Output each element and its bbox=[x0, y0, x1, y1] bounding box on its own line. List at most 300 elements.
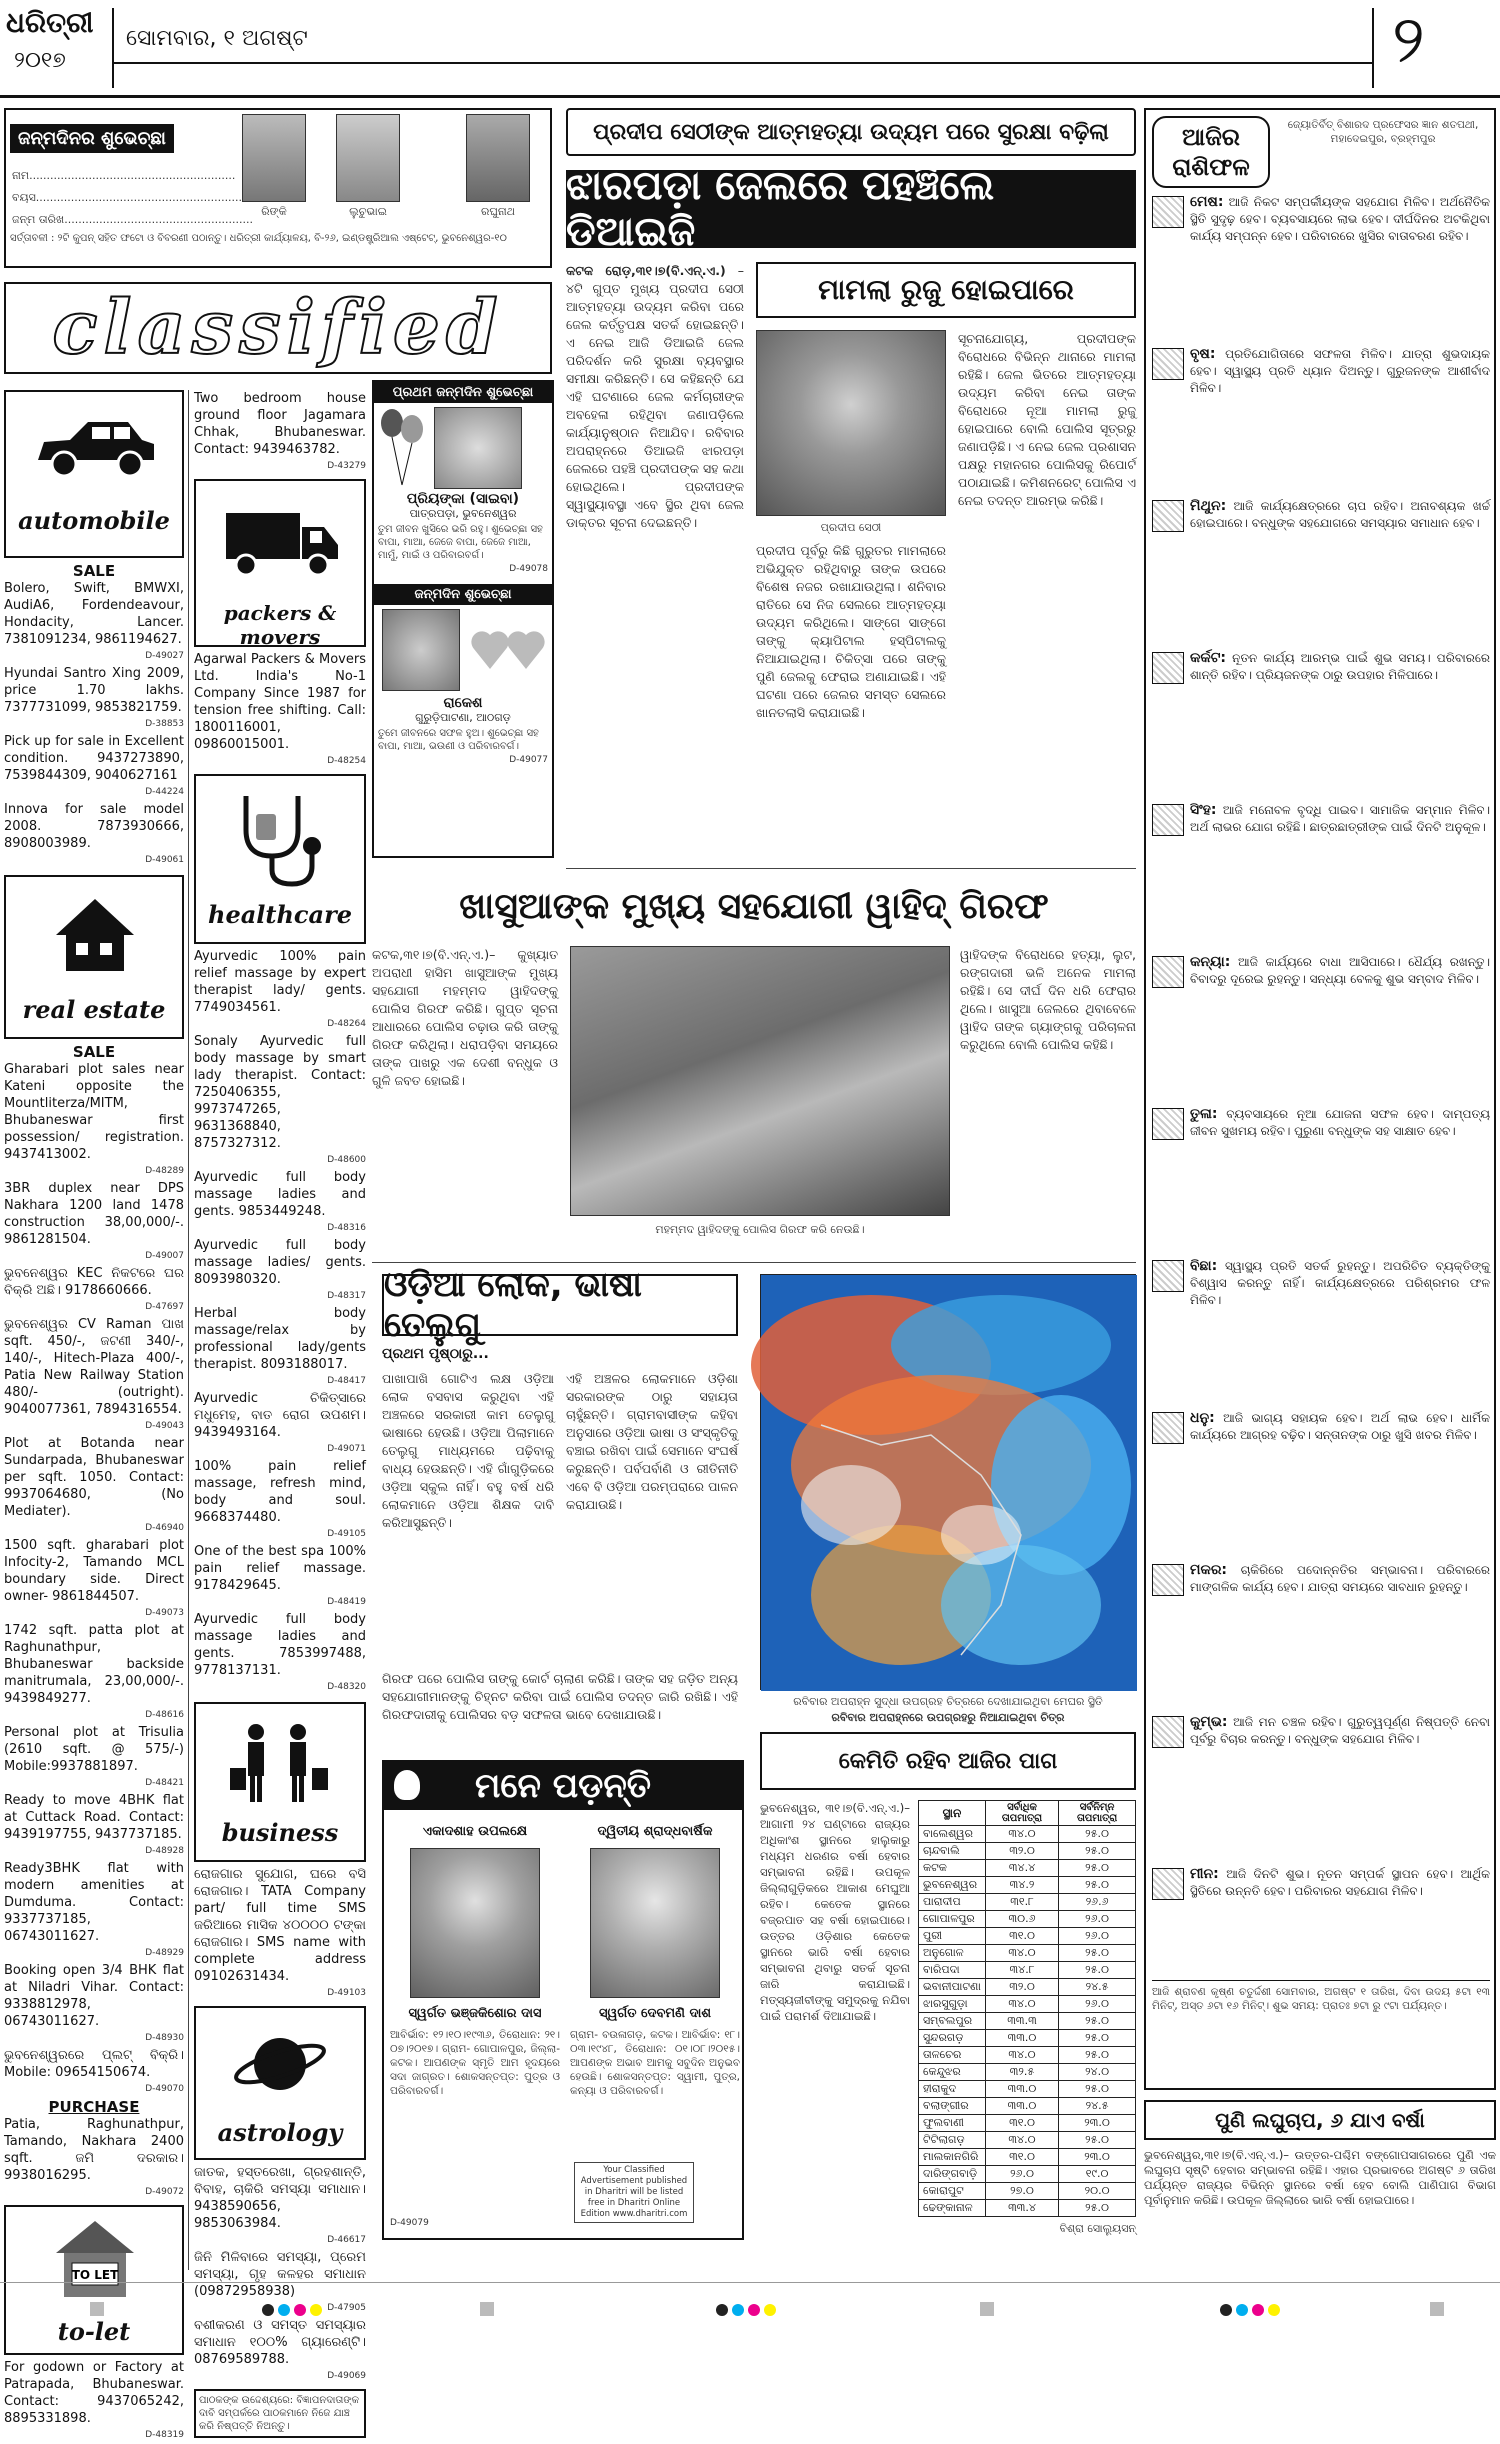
category-packers-movers bbox=[194, 479, 366, 647]
color-dots bbox=[1220, 2302, 1284, 2318]
registration-mark bbox=[980, 2302, 994, 2316]
horoscope-sign-text: ସ୍ୱାସ୍ଥ୍ୟ ପ୍ରତି ସତର୍କ ରୁହନ୍ତୁ। ଅପରିଚିତ ବ୍ୟକ୍ତିଙ୍କୁ ବିଶ୍ୱାସ କରନ୍ତୁ ନାହିଁ। କାର୍ଯ୍ୟକ୍ଷେତ୍ରରେ ପରିଶ୍ରମର ଫଳ ମିଳିବ। bbox=[1190, 1259, 1490, 1307]
horoscope-sign-text: ଚାକିରିରେ ପଦୋନ୍ନତିର ସମ୍ଭାବନା। ପରିବାରରେ ମାଙ୍ଗଳିକ କାର୍ଯ୍ୟ ହେବ। ଯାତ୍ରା ସମୟରେ ସାବଧାନ ରୁହନ୍ତୁ। bbox=[1190, 1563, 1490, 1594]
classified-ad: Sonaly Ayurvedic full body massage by smart lady therapist. Contact: 7250406355, 9973747265, 9631368840, 8757327312. D-48600 bbox=[194, 1034, 366, 1165]
issue-date: ସୋମବାର, ୧ ଅଗଷ୍ଟ bbox=[126, 26, 308, 51]
weather-min: ୨୫.୦ bbox=[1059, 2030, 1136, 2047]
classified-column-2 bbox=[194, 390, 366, 2438]
memorial-left-title: ଏକାଦଶାହ ଉପଲକ୍ଷେ bbox=[422, 1824, 528, 1839]
weather-min: ୨୫.୦ bbox=[1059, 2132, 1136, 2149]
taurus-icon bbox=[1152, 348, 1184, 380]
child-photo-rakesh bbox=[382, 609, 460, 691]
weather-place: ସୁନ୍ଦରଗଡ଼ bbox=[919, 2030, 986, 2047]
third-subhead: ପ୍ରଥମ ପୃଷ୍ଠାରୁ... bbox=[382, 1346, 489, 1362]
second-body-3: ଗିରଫ ପରେ ପୋଲିସ ତାଙ୍କୁ କୋର୍ଟ ଚାଲାଣ କରିଛି। ତାଙ୍କ ସହ ଜଡ଼ିତ ଅନ୍ୟ ସହଯୋଗୀମାନଙ୍କୁ ଚିହ୍ନଟ କରିବା ପାଇଁ ପୋଲିସ ତଦନ୍ତ ଜାରି ରଖିଛି। ଏହି ଗିରଫଦାରୀକୁ ପୋଲିସର ବଡ଼ ସଫଳତା ଭାବେ ଦେଖାଯାଉଛି। bbox=[382, 1671, 738, 1722]
weather-body bbox=[760, 1800, 910, 2240]
classified-ad: ରୋଜଗାର ସୁଯୋଗ, ଘରେ ବସି ରୋଜଗାର। TATA Company part/ full time SMS ଜରିଆରେ ମାସିକ ୪୦୦୦୦ ଟଙ୍କା ରୋଜଗାର। SMS name with complete address 09102631434. D-49103 bbox=[194, 1867, 366, 1998]
horoscope-sign-name: ମିଥୁନ: bbox=[1190, 498, 1227, 514]
horoscope-astrologer: ଜ୍ୟୋତିର୍ବିତ୍ ବିଶାରଦ ପ୍ରଫେସର ଜ୍ଞାନ ଶତପଥୀ, ମହାଦେଇପୁର, ବ୍ରହ୍ମପୁର bbox=[1287, 119, 1479, 145]
classified-column-1 bbox=[4, 390, 184, 2444]
weather-row bbox=[919, 2200, 1136, 2217]
weather-row bbox=[919, 2183, 1136, 2200]
weather-row bbox=[919, 2132, 1136, 2149]
classified-ad: ଭୁବନେଶ୍ୱର CV Raman ପାଖ sqft. 450/-, ଜଟଣୀ 340/-, 140/-, Hitech-Plaza 400/-, Patia New Railway Station 480/- (outright). 9040077361, 7894316554. D-49043 bbox=[4, 1317, 184, 1431]
memorial-code: D-49079 bbox=[390, 2218, 429, 2228]
horoscope-entry bbox=[1152, 650, 1490, 798]
classified-ad: ଜାତକ, ହସ୍ତରେଖା, ଗ୍ରହଶାନ୍ତି, ବିବାହ, ଚାକିରି ସମସ୍ୟା ସମାଧାନ। 9438590656, 9853063984. D-46617 bbox=[194, 2165, 366, 2245]
classified-ad: 3BR duplex near DPS Nakhara 1200 land 1478 construction 38,00,000/-. 9861281504. D-49007 bbox=[4, 1181, 184, 1261]
wahid-arrest-photo bbox=[570, 946, 950, 1216]
birthday-ad-place: ପାତ୍ରପଡ଼ା, ଭୁବନେଶ୍ୱର bbox=[409, 507, 517, 520]
photo-caption-1: ରିଙ୍କି bbox=[261, 205, 287, 218]
online-listing-notice: Your Classified Advertisement published in Dharitri will be listed free in Dharitri Online Edition www.dharitri.com bbox=[574, 2162, 694, 2223]
weather-max: ୩୪.୦ bbox=[985, 1996, 1058, 2013]
registration-mark bbox=[1430, 2302, 1444, 2316]
weather-min: ୨୪.୫ bbox=[1059, 1979, 1136, 1996]
weather-max: ୩୨.୦ bbox=[985, 1843, 1058, 1860]
birthday-ad-text: ତୁମ ଜୀବନ ଖୁସିରେ ଭରି ରହୁ। ଶୁଭେଚ୍ଛା ସହ ବାପା, ମାଆ, ଜେଜେ ବାପା, ଜେଜେ ମାଆ, ମାମୁଁ, ମାଇଁ ଓ ପରିବାରବର୍ଗ। bbox=[378, 524, 543, 561]
leo-icon bbox=[1152, 804, 1184, 836]
memorial-right-title: ଦ୍ୱିତୀୟ ଶ୍ରାଦ୍ଧବାର୍ଷିକ bbox=[597, 1824, 713, 1839]
weather-row bbox=[919, 1911, 1136, 1928]
weather-min: ୧୯.୦ bbox=[1059, 2166, 1136, 2183]
classified-ad: Patia, Raghunathpur, Tamando, Nakhara 2400 sqft. ଜମି ଦରକାର। 9938016295. D-49072 bbox=[4, 2117, 184, 2197]
weather-max: ୩୦.୬ bbox=[985, 1911, 1058, 1928]
weather-place: ଚାନ୍ଦବାଲି bbox=[919, 1843, 986, 1860]
weather-place: କଟକ bbox=[919, 1860, 986, 1877]
weather-place: ହୀରାକୁଦ bbox=[919, 2081, 986, 2098]
horoscope-sign-text: ଆଜି କାର୍ଯ୍ୟରେ ବାଧା ଆସିପାରେ। ଧୈର୍ଯ୍ୟ ରଖନ୍ତୁ। ବିବାଦରୁ ଦୂରେଇ ରୁହନ୍ତୁ। ସନ୍ଧ୍ୟା ବେଳକୁ ଶୁଭ ସମ୍ବାଦ ମିଳିବ। bbox=[1190, 955, 1490, 986]
svg-text:TO LET: TO LET bbox=[71, 2268, 119, 2282]
house-icon bbox=[52, 895, 138, 975]
child-photo-2 bbox=[336, 114, 400, 202]
category-to-let bbox=[4, 2205, 184, 2355]
person-photo-3 bbox=[466, 114, 530, 202]
weather-place: ମାଲକାନଗିରି bbox=[919, 2149, 986, 2166]
horoscope-sign-name: ଧନୁ: bbox=[1190, 1410, 1215, 1426]
child-photo-1 bbox=[242, 114, 306, 202]
classified-ad: Hyundai Santro Xing 2009, price 1.70 lakhs. 7377731099, 9853821759. D-38853 bbox=[4, 666, 184, 729]
third-body-2: ଏହି ଅଞ୍ଚଳର ଲୋକମାନେ ଓଡ଼ିଶା ସରକାରଙ୍କ ଠାରୁ ସହାୟତା ଚାହୁଁଛନ୍ତି। ଗ୍ରାମବାସୀଙ୍କ କହିବା ଅନୁସାରେ ଓଡ଼ିଆ ଭାଷା ଓ ସଂସ୍କୃତିକୁ ବଞ୍ଚାଇ ରଖିବା ପାଇଁ ସେମାନେ ସଂଘର୍ଷ କରୁଛନ୍ତି। ପର୍ବପର୍ବାଣି ଓ ରୀତିନୀତି ଏବେ ବି ଓଡ଼ିଆ ପରମ୍ପରାରେ ପାଳନ କରାଯାଉଛି। bbox=[566, 1371, 738, 1512]
weather-body-1: ଭୁବନେଶ୍ୱର, ୩୧।୭(ବି.ଏନ୍.ଏ.)– ଆଗାମୀ ୨୪ ଘଣ୍ଟାରେ ରାଜ୍ୟର ଅଧିକାଂଶ ସ୍ଥାନରେ ହାଲୁକାରୁ ମଧ୍ୟମ ଧରଣର ବର୍ଷା ହେବାର ସମ୍ଭାବନା ରହିଛି। ଉପକୂଳ ଜିଲ୍ଲାଗୁଡ଼ିକରେ ଆକାଶ ମେଘୁଆ ରହିବ। କେତେକ ସ୍ଥାନରେ ବଜ୍ରପାତ ସହ ବର୍ଷା ହୋଇପାରେ। bbox=[760, 1801, 910, 1927]
weather-max: ୩୩.୩ bbox=[985, 2013, 1058, 2030]
classified-ad: 1500 sqft. gharabari plot Infocity-2, Tamando MCL boundary side. Direct owner- 9861844507. D-49073 bbox=[4, 1538, 184, 1618]
wahid-photo-caption: ମହମ୍ମଦ ୱାହିଦଙ୍କୁ ପୋଲିସ ଗିରଫ କରି ନେଉଛି। bbox=[655, 1223, 865, 1236]
classified-ad: Herbal body massage/relax by professional lady/gents therapist. 8093188017. D-48417 bbox=[194, 1306, 366, 1386]
diya-icon bbox=[394, 1770, 420, 1800]
libra-icon bbox=[1152, 1108, 1184, 1140]
memorial-left-name: ସ୍ୱର୍ଗତ ଭଞ୍ଜକିଶୋର ଦାସ bbox=[408, 2006, 542, 2021]
horoscope-sign-text: ଆଜି କାର୍ଯ୍ୟକ୍ଷେତ୍ରରେ ଚାପ ରହିବ। ଅନାବଶ୍ୟକ ଖର୍ଚ୍ଚ ହୋଇପାରେ। ବନ୍ଧୁଙ୍କ ସହଯୋଗରେ ସମସ୍ୟାର ସମାଧାନ ହେବ। bbox=[1190, 499, 1490, 530]
weather-place: ଅନୁଗୋଳ bbox=[919, 1945, 986, 1962]
birthday-ad-code-2: D-49077 bbox=[509, 755, 548, 765]
weather-min: ୨୪.୦ bbox=[1059, 2064, 1136, 2081]
horoscope-sign-text: ଆଜି ମନୋବଳ ବୃଦ୍ଧି ପାଇବ। ସାମାଜିକ ସମ୍ମାନ ମିଳିବ। ଅର୍ଥ ଲାଭର ଯୋଗ ରହିଛି। ଛାତ୍ରଛାତ୍ରୀଙ୍କ ପାଇଁ ଦିନଟି ଅନୁକୂଳ। bbox=[1190, 803, 1490, 834]
weather-min: ୨୫.୦ bbox=[1059, 2200, 1136, 2217]
weather-row bbox=[919, 2149, 1136, 2166]
lead-kicker: ପ୍ରଦୀପ ସେଠୀଙ୍କ ଆତ୍ମହତ୍ୟା ଉଦ୍ୟମ ପରେ ସୁରକ୍ଷା ବଢ଼ିଲା bbox=[566, 108, 1136, 156]
classified-ad: One of the best spa 100% pain relief massage. 9178429645. D-48419 bbox=[194, 1544, 366, 1607]
photo-caption-3: ରଘୁନାଥ bbox=[481, 205, 515, 218]
pradeep-photo bbox=[756, 330, 946, 516]
classified-ad: Plot at Botanda near Sundarpada, Bhubaneswar per sqft. 1050. Contact: 9937064680, (No Mediater). D-46940 bbox=[4, 1436, 184, 1533]
horoscope-sign-name: ତୁଳା: bbox=[1190, 1106, 1218, 1122]
page-number: ୨ bbox=[1392, 1, 1425, 78]
memorial-right-name: ସ୍ୱର୍ଗତ ଦେବମଣି ଦାଶ bbox=[598, 2006, 712, 2021]
form-age: ବୟସ........................................................... bbox=[12, 191, 243, 204]
weather-place: ଭବାନୀପାଟଣା bbox=[919, 1979, 986, 1996]
cancer-icon bbox=[1152, 652, 1184, 684]
classified-ad: Innova for sale model 2008. 7873930666, 8908003989. D-49061 bbox=[4, 802, 184, 865]
birthday-ad-text-2: ତୁମେ ଜୀବନରେ ସଫଳ ହୁଅ। ଶୁଭେଚ୍ଛା ସହ ବାପା, ମାଆ, ଭଉଣୀ ଓ ପରିବାରବର୍ଗ। bbox=[378, 728, 539, 752]
memorial-right-photo bbox=[590, 1848, 720, 1998]
weather-place: ପୁରୀ bbox=[919, 1928, 986, 1945]
weather-row bbox=[919, 1877, 1136, 1894]
weather-max: ୨୬.୦ bbox=[985, 2166, 1058, 2183]
low-pressure-headline: ପୁଣି ଲଘୁଚାପ, ୬ ଯାଏ ବର୍ଷା bbox=[1144, 2100, 1496, 2140]
horoscope-entry bbox=[1152, 1258, 1490, 1406]
birthday-ad-name-2: ରାକେଶ bbox=[443, 695, 483, 711]
birthday-terms: ସର୍ତ୍ତାବଳୀ : ୨ଟି କୁପନ୍ ସହିତ ଫଟୋ ଓ ବିବରଣୀ ପଠାନ୍ତୁ। ଧରିତ୍ରୀ କାର୍ଯ୍ୟାଳୟ, ବି-୨୬, ଇଣ୍ଡଷ୍ଟ୍ରିଆଲ ଏଷ୍ଟେଟ୍, ଭୁବନେଶ୍ୱର-୧୦ bbox=[10, 233, 507, 244]
print-marks bbox=[0, 2296, 1500, 2326]
category-label-astrology: astrology bbox=[217, 2118, 343, 2147]
weather-place: ପାରାଦୀପ bbox=[919, 1894, 986, 1911]
horoscope-list bbox=[1152, 194, 1490, 2018]
classified-ad: ଭୁବନେଶ୍ୱରରେ ପ୍ଲଟ୍ ବିକ୍ରି। Mobile: 09654150674. D-49070 bbox=[4, 2048, 184, 2094]
horoscope-sign-text: ଆଜି ନିକଟ ସମ୍ପର୍କୀୟଙ୍କ ସହଯୋଗ ମିଳିବ। ଅର୍ଥନୈତିକ ସ୍ଥିତି ସୁଦୃଢ଼ ହେବ। ବ୍ୟବସାୟରେ ଲାଭ ହେବ। ଦୀର୍ଘଦିନର ଅଟକିଥିବା କାର୍ଯ୍ୟ ସମ୍ପନ୍ନ ହେବ। ପରିବାରରେ ଖୁସିର ବାତାବରଣ ରହିବ। bbox=[1190, 195, 1490, 243]
weather-th-place: ସ୍ଥାନ bbox=[919, 1801, 986, 1826]
horoscope-entry bbox=[1152, 194, 1490, 342]
classified-title: classified bbox=[52, 285, 504, 371]
lead-body-col-1 bbox=[566, 262, 744, 858]
weather-max: ୩୧.୦ bbox=[985, 2149, 1058, 2166]
capricorn-icon bbox=[1152, 1564, 1184, 1596]
hearts-icon bbox=[470, 619, 550, 679]
year: ୨୦୧୭ bbox=[14, 48, 66, 73]
panji-text: ଆଜି ଶ୍ରାବଣ କୃଷ୍ଣ ଚତୁର୍ଦ୍ଦଶୀ ସୋମବାର, ଅଗଷ୍ଟ ୧ ତାରିଖ, ଦିବା ଉଦୟ ୫ଟା ୧୩ ମିନିଟ୍, ଅସ୍ତ ୬ଟା ୧୬ ମିନିଟ୍। ଶୁଭ ସମୟ: ପ୍ରାତଃ ୭ଟା ରୁ ୯ଟା ପର୍ଯ୍ୟନ୍ତ। bbox=[1152, 1980, 1490, 2013]
horoscope-box bbox=[1144, 108, 1496, 2090]
color-dots bbox=[716, 2302, 780, 2318]
satellite-image bbox=[760, 1274, 1136, 1690]
memorial-title bbox=[384, 1762, 742, 1810]
weather-max: ୩୩.୪ bbox=[985, 2200, 1058, 2217]
horoscope-sign-text: ଆଜି ଭାଗ୍ୟ ସହାୟକ ହେବ। ଅର୍ଥ ଲାଭ ହେବ। ଧାର୍ମିକ କାର୍ଯ୍ୟରେ ଆଗ୍ରହ ବଢ଼ିବ। ସନ୍ତାନଙ୍କ ଠାରୁ ଖୁସି ଖବର ମିଳିବ। bbox=[1190, 1411, 1490, 1442]
weather-max: ୩୪.୨ bbox=[985, 1877, 1058, 1894]
weather-th-min: ସର୍ବନିମ୍ନ ତାପମାତ୍ରା bbox=[1059, 1801, 1136, 1826]
weather-row bbox=[919, 2081, 1136, 2098]
weather-min: ୨୬.୦ bbox=[1059, 1996, 1136, 2013]
second-body-2: ୱାହିଦଙ୍କ ବିରୋଧରେ ହତ୍ୟା, ଲୁଟ, ରଙ୍ଗଦାରୀ ଭଳି ଅନେକ ମାମଲା ରହିଛି। ସେ ଦୀର୍ଘ ଦିନ ଧରି ଫେରାର ଥିଲେ। ଖାସୁଆ ଜେଲରେ ଥିବାବେଳେ ୱାହିଦ ତାଙ୍କ ଗ୍ୟାଙ୍ଗକୁ ପରିଚାଳନା କରୁଥିଲେ ବୋଲି ପୋଲିସ କହିଛି। bbox=[960, 947, 1136, 1052]
weather-max: ୩୨.୦ bbox=[985, 1979, 1058, 1996]
photo-caption-2: ଲୁଚୁଭାଇ bbox=[349, 205, 387, 218]
pisces-icon bbox=[1152, 1868, 1184, 1900]
category-automobile bbox=[4, 390, 184, 558]
horoscope-entry bbox=[1152, 1714, 1490, 1862]
weather-row bbox=[919, 1962, 1136, 1979]
classified-ad: Ayurvedic 100% pain relief massage by expert therapist lady/ gents. 7749034561. D-48264 bbox=[194, 949, 366, 1029]
category-real-estate bbox=[4, 875, 184, 1039]
classified-banner bbox=[4, 282, 552, 374]
birthday-ad-name: ପ୍ରିୟଙ୍କା (ସାଇବା) bbox=[406, 491, 520, 507]
weather-row bbox=[919, 1860, 1136, 1877]
balloons-icon bbox=[378, 407, 428, 487]
weather-max: ୩୩.୦ bbox=[985, 2030, 1058, 2047]
classified-ad: Personal plot at Trisulia (2610 sqft. @ 575/-) Mobile:9937881897. D-48421 bbox=[4, 1725, 184, 1788]
baby-photo bbox=[434, 407, 522, 489]
horoscope-entry bbox=[1152, 802, 1490, 950]
weather-max: ୩୧.୮ bbox=[985, 1894, 1058, 1911]
category-label-healthcare: healthcare bbox=[208, 900, 352, 929]
weather-table bbox=[918, 1800, 1136, 2236]
aquarius-icon bbox=[1152, 1716, 1184, 1748]
weather-min: ୨୫.୦ bbox=[1059, 2013, 1136, 2030]
ad-list-healthcare bbox=[194, 948, 366, 1696]
weather-row bbox=[919, 2047, 1136, 2064]
birthday-ad-code: D-49078 bbox=[509, 564, 548, 574]
weather-min: ୨୫.୦ bbox=[1059, 1877, 1136, 1894]
memorial-left-text: ଆବିର୍ଭାବ: ୧୨।୧୦।୧୯୩୬, ତିରୋଧାନ: ୨୧।୦୭।୨୦୧୭। ଗ୍ରାମ- ଗୋପାଳପୁର, ଜିଲ୍ଲା- କଟକ। ଆପଣଙ୍କ ସ୍ମୃତି ଆମ ହୃଦୟରେ ସଦା ଜାଗ୍ରତ। ଶୋକସନ୍ତପ୍ତ: ପୁତ୍ର ଓ ପରିବାରବର୍ଗ। bbox=[390, 2029, 560, 2097]
weather-place: ଢେଙ୍କାନାଳ bbox=[919, 2200, 986, 2217]
weather-min: ୨୫.୦ bbox=[1059, 1962, 1136, 1979]
category-label-to-let: to-let bbox=[57, 2317, 131, 2346]
horoscope-sign-name: ମେଷ: bbox=[1190, 194, 1224, 210]
weather-min: ୨୩.୦ bbox=[1059, 2149, 1136, 2166]
category-label-packers: packers & movers bbox=[223, 601, 337, 649]
low-pressure-body: ଭୁବନେଶ୍ୱର,୩୧।୭(ବି.ଏନ୍.ଏ.)– ଉତ୍ତର-ପଶ୍ଚିମ ବଙ୍ଗୋପସାଗରରେ ପୁଣି ଏକ ଲଘୁଚାପ ସୃଷ୍ଟି ହେବାର ସମ୍ଭାବନା ରହିଛି। ଏହାର ପ୍ରଭାବରେ ଅଗଷ୍ଟ ୬ ତାରିଖ ପର୍ଯ୍ୟନ୍ତ ରାଜ୍ୟର ବିଭିନ୍ନ ସ୍ଥାନରେ ବର୍ଷା ହେବ ବୋଲି ପାଣିପାଗ ବିଭାଗ ପୂର୍ବାନୁମାନ କରିଛି। ଉପକୂଳ ଜିଲ୍ଲାରେ ଭାରି ବର୍ଷା ହୋଇପାରେ। bbox=[1144, 2148, 1496, 2207]
weather-row bbox=[919, 2013, 1136, 2030]
weather-max: ୩୪.୦ bbox=[985, 2132, 1058, 2149]
weather-min: ୨୫.୦ bbox=[1059, 1843, 1136, 1860]
horoscope-entry bbox=[1152, 954, 1490, 1102]
horoscope-sign-name: କନ୍ୟା: bbox=[1190, 954, 1231, 970]
horoscope-entry bbox=[1152, 1106, 1490, 1254]
virgo-icon bbox=[1152, 956, 1184, 988]
weather-min: ୨୩.୦ bbox=[1059, 2115, 1136, 2132]
reader-notice: ପାଠକଙ୍କ ଉଦ୍ଦେଶ୍ୟରେ: ବିଜ୍ଞାପନଦାତାଙ୍କ ଦାବି ସମ୍ପର୍କରେ ପାଠକମାନେ ନିଜେ ଯାଞ୍ଚ କରି ନିଷ୍ପତ୍ତି ନିଅନ୍ତୁ। bbox=[194, 2389, 366, 2438]
classified-ad: Ayurvedic full body massage ladies/ gents. 8093980320. D-48317 bbox=[194, 1238, 366, 1301]
ad-list-astrology bbox=[194, 2164, 366, 2385]
weather-row bbox=[919, 1843, 1136, 1860]
weather-place: ଝାରସୁଗୁଡ଼ା bbox=[919, 1996, 986, 2013]
lead-dateline: କଟକ ରୋଡ଼,୩୧।୭(ବି.ଏନ୍.ଏ.) bbox=[566, 263, 726, 278]
memorial-right-text: ଗ୍ରାମ- ବଉଳାଗଡ଼, କଟକ। ଆବିର୍ଭାବ: ୧୮।୦୩।୧୯୪୮, ତିରୋଧାନ: ୦୧।୦୮।୨୦୧୫। ଆପଣଙ୍କ ଅଭାବ ଆମକୁ ସବୁଦିନ ଅନୁଭବ ହେଉଛି। ଶୋକସନ୍ତପ୍ତ: ସ୍ୱାମୀ, ପୁତ୍ର, କନ୍ୟା ଓ ପରିବାରବର୍ଗ। bbox=[570, 2029, 740, 2097]
classified-ad: Pick up for sale in Excellent condition. 9437273890, 7539844309, 9040627161 D-44224 bbox=[4, 734, 184, 797]
horoscope-entry bbox=[1152, 346, 1490, 494]
classified-ad: Ayurvedic ଚିକିତ୍ସାରେ ମଧୁମେହ, ବାତ ରୋଗ ଉପଶମ। 9439493164. D-49071 bbox=[194, 1391, 366, 1454]
birthday-wishes-title: ଜନ୍ମଦିନର ଶୁଭେଚ୍ଛା bbox=[10, 124, 174, 153]
weather-max: ୩୩.୦ bbox=[985, 2098, 1058, 2115]
weather-max: ୩୪.୦ bbox=[985, 1826, 1058, 1843]
classified-ad: Bolero, Swift, BMWXI, AudiA6, Fordendeavour, Hondacity, Lancer. 7381091234, 9861194627. D-49027 bbox=[4, 581, 184, 661]
weather-body-2: ଉତ୍ତର ଓଡ଼ିଶାର କେତେକ ସ୍ଥାନରେ ଭାରି ବର୍ଷା ହେବାର ସମ୍ଭାବନା ଥିବାରୁ ସତର୍କ ସୂଚନା ଜାରି କରାଯାଇଛି। ମତ୍ସ୍ୟଜୀବୀଙ୍କୁ ସମୁଦ୍ରକୁ ନଯିବା ପାଇଁ ପରାମର୍ଶ ଦିଆଯାଇଛି। bbox=[760, 1929, 910, 2023]
satellite-caption-2: ରବିବାର ଅପରାହ୍ନରେ ଉପଗ୍ରହରୁ ନିଆଯାଇଥିବା ଚିତ୍ର bbox=[831, 1711, 1065, 1724]
weather-max: ୩୪.୦ bbox=[985, 1945, 1058, 1962]
weather-min: ୨୫.୦ bbox=[1059, 2081, 1136, 2098]
weather-place: ଫୁଲବାଣୀ bbox=[919, 2115, 986, 2132]
classified-ad: ଜିନି ମିଳିବାରେ ସମସ୍ୟା, ପ୍ରେମ ସମସ୍ୟା, ଗୃହ କଳହର ସମାଧାନ (09872958938) D-47905 bbox=[194, 2250, 366, 2313]
weather-max: ୩୪.୮ bbox=[985, 1962, 1058, 1979]
color-dots bbox=[262, 2302, 326, 2318]
weather-max: ୩୩.୦ bbox=[985, 2081, 1058, 2098]
form-date: ଜନ୍ମ ତାରିଖ...................................................... bbox=[12, 213, 254, 226]
weather-row bbox=[919, 2166, 1136, 2183]
weather-place: ସମ୍ବଲପୁର bbox=[919, 2013, 986, 2030]
weather-place: ଟିଟିଲାଗଡ଼ bbox=[919, 2132, 986, 2149]
horoscope-sign-name: ବିଛା: bbox=[1190, 1258, 1218, 1274]
weather-max: ୩୨.୫ bbox=[985, 2064, 1058, 2081]
weather-min: ୨୪.୫ bbox=[1059, 2098, 1136, 2115]
horoscope-sign-name: କୁମ୍ଭ: bbox=[1190, 1714, 1228, 1730]
weather-place: ତାଳଚେର bbox=[919, 2047, 986, 2064]
weather-row bbox=[919, 1894, 1136, 1911]
classified-ad: ବଶୀକରଣ ଓ ସମସ୍ତ ସମସ୍ୟାର ସମାଧାନ ୧୦୦% ଗ୍ୟାରେଣ୍ଟି। 08769589788. D-49069 bbox=[194, 2318, 366, 2381]
category-astrology bbox=[194, 2006, 366, 2160]
horoscope-title: ଆଜିର ରାଶିଫଳ bbox=[1152, 116, 1270, 188]
memorial-box bbox=[382, 1760, 744, 2240]
to-let-house-icon bbox=[50, 2217, 140, 2307]
travelers-icon bbox=[226, 1720, 336, 1810]
classified-ad: Ready to move 4BHK flat at Cuttack Road. Contact: 9439197755, 9437737185. D-48928 bbox=[4, 1793, 184, 1856]
satellite-clouds-graphic bbox=[761, 1275, 1137, 1691]
horoscope-sign-text: ଆଜି ଦିନଟି ଶୁଭ। ନୂତନ ସମ୍ପର୍କ ସ୍ଥାପନ ହେବ। ଆର୍ଥିକ ସ୍ଥିତିରେ ଉନ୍ନତି ହେବ। ପରିବାରର ସହଯୋଗ ମିଳିବ। bbox=[1190, 1867, 1490, 1898]
sagittarius-icon bbox=[1152, 1412, 1184, 1444]
weather-place: ଗୋପାଳପୁର bbox=[919, 1911, 986, 1928]
registration-mark bbox=[480, 2302, 494, 2316]
horoscope-entry bbox=[1152, 498, 1490, 646]
weather-row bbox=[919, 2064, 1136, 2081]
lead-headline: ଝାରପଡ଼ା ଜେଲରେ ପହଞ୍ଚିଲେ ଡିଆଇଜି bbox=[566, 170, 1136, 248]
car-icon bbox=[30, 412, 160, 482]
classified-ad: ଭୁବନେଶ୍ୱର KEC ନିକଟରେ ଘର ବିକ୍ରି ଅଛି। 9178660666. D-47697 bbox=[4, 1266, 184, 1312]
weather-max: ୩୧.୦ bbox=[985, 1928, 1058, 1945]
weather-row bbox=[919, 2115, 1136, 2132]
category-business bbox=[194, 1702, 366, 1862]
purchase-heading: PURCHASE bbox=[48, 2098, 140, 2116]
classified-ad: Agarwal Packers & Movers Ltd. India's No-1 Company Since 1987 for tension free shifting. Call: 1800116001, 09860015001. D-48254 bbox=[194, 652, 366, 766]
third-headline: ଓଡ଼ିଆ ଲୋକ, ଭାଷା ତେଲୁଗୁ bbox=[382, 1274, 738, 1336]
category-healthcare bbox=[194, 774, 366, 944]
weather-place: ବଲାଙ୍ଗୀର bbox=[919, 2098, 986, 2115]
form-name: ନାମ........................................................... bbox=[12, 169, 236, 182]
weather-max: ୩୪.୪ bbox=[985, 1860, 1058, 1877]
horoscope-sign-name: କର୍କଟ: bbox=[1190, 650, 1226, 666]
weather-min: ୨୬.୬ bbox=[1059, 1894, 1136, 1911]
truck-icon bbox=[222, 503, 342, 583]
weather-row bbox=[919, 1928, 1136, 1945]
weather-min: ୨୬.୦ bbox=[1059, 1911, 1136, 1928]
second-body-1: କଟକ,୩୧।୭(ବି.ଏନ୍.ଏ.)– କୁଖ୍ୟାତ ଅପରାଧୀ ହାସିମ ଖାସୁଆଙ୍କ ମୁଖ୍ୟ ସହଯୋଗୀ ମହମ୍ମଦ ୱାହିଦଙ୍କୁ ପୋଲିସ ଗିରଫ କରିଛି। ଗୁପ୍ତ ସୂଚନା ଆଧାରରେ ପୋଲିସ ଚଢ଼ାଉ କରି ତାଙ୍କୁ ଗିରଫ କରିଥିଲା। ଧରାପଡ଼ିବା ସମୟରେ ତାଙ୍କ ପାଖରୁ ଏକ ଦେଶୀ ବନ୍ଧୁକ ଓ ଗୁଳି ଜବତ ହୋଇଛି। bbox=[372, 947, 558, 1088]
weather-rows bbox=[919, 1826, 1136, 2217]
planet-icon bbox=[230, 2020, 330, 2110]
weather-place: ଦାରିଙ୍ଗବାଡ଼ି bbox=[919, 2166, 986, 2183]
weather-max: ୨୭.୦ bbox=[985, 2183, 1058, 2200]
horoscope-sign-text: ଆଜି ମନ ଚଞ୍ଚଳ ରହିବ। ଗୁରୁତ୍ୱପୂର୍ଣ୍ଣ ନିଷ୍ପତ୍ତି ନେବା ପୂର୍ବରୁ ବିଚାର କରନ୍ତୁ। ବନ୍ଧୁଙ୍କ ସହଯୋଗ ମିଳିବ। bbox=[1190, 1715, 1490, 1746]
horoscope-sign-text: ପ୍ରତିଯୋଗିତାରେ ସଫଳତା ମିଳିବ। ଯାତ୍ରା ଶୁଭଦାୟକ ହେବ। ସ୍ୱାସ୍ଥ୍ୟ ପ୍ରତି ଧ୍ୟାନ ଦିଅନ୍ତୁ। ଗୁରୁଜନଙ୍କ ଆଶୀର୍ବାଦ ମିଳିବ। bbox=[1190, 347, 1490, 395]
weather-min: ୨୦.୦ bbox=[1059, 2183, 1136, 2200]
weather-row bbox=[919, 1826, 1136, 1843]
ad-list-automobile bbox=[4, 580, 184, 869]
weather-place: କେନ୍ଦୁଝର bbox=[919, 2064, 986, 2081]
paper-name: ଧରିତ୍ରୀ bbox=[6, 6, 94, 39]
classified-ad: Ayurvedic full body massage ladies and gents. 9853449248. D-48316 bbox=[194, 1170, 366, 1233]
weather-max: ୩୧.୦ bbox=[985, 2115, 1058, 2132]
weather-place: କୋରାପୁଟ bbox=[919, 2183, 986, 2200]
satellite-caption: ରବିବାର ଅପରାହ୍ନ ସୁଦ୍ଧା ଉପଗ୍ରହ ଚିତ୍ରରେ ଦେଖାଯାଇଥିବା ମେଘର ସ୍ଥିତି bbox=[793, 1695, 1103, 1708]
weather-th-max: ସର୍ବାଧିକ ତାପମାତ୍ରା bbox=[985, 1801, 1058, 1826]
category-label-real-estate: real estate bbox=[22, 995, 166, 1024]
classified-ad: Gharabari plot sales near Kateni opposite the Mountliterza/MITM, Bhubaneswar first possession/ registration. 9437413002. D-48289 bbox=[4, 1062, 184, 1176]
birthday-wishes-box bbox=[4, 108, 552, 268]
scorpio-icon bbox=[1152, 1260, 1184, 1292]
lead-body-1: – ୪ଟି ଗୁପ୍ତ ମୁଖ୍ୟ ପ୍ରଦୀପ ସେଠୀ ଆତ୍ମହତ୍ୟା ଉଦ୍ୟମ କରିବା ପରେ ଜେଲ କର୍ତ୍ତୃପକ୍ଷ ସତର୍କ ହୋଇଛନ୍ତି। ଏ ନେଇ ଆଜି ଡିଆଇଜି ଜେଲ ପରିଦର୍ଶନ କରି ସୁରକ୍ଷା ବ୍ୟବସ୍ଥାର ସମୀକ୍ଷା କରିଛନ୍ତି। ସେ କହିଛନ୍ତି ଯେ ଏହି ଘଟଣାରେ ଜେଲ କର୍ମଚାରୀଙ୍କ ଅବହେଳା ରହିଥିବା ଜଣାପଡ଼ିଲେ କାର୍ଯ୍ୟାନୁଷ୍ଠାନ ନିଆଯିବ। ରବିବାର ଅପରାହ୍ନରେ ଡିଆଇଜି ଝାରପଡ଼ା ଜେଲରେ ପହଞ୍ଚି ପ୍ରଦୀପଙ୍କ ସହ କଥା ହୋଇଥିଲେ। ପ୍ରଦୀପଙ୍କ ସ୍ୱାସ୍ଥ୍ୟାବସ୍ଥା ଏବେ ସ୍ଥିର ଥିବା ଜେଲ ଡାକ୍ତର ସୂଚନା ଦେଇଛନ୍ତି। bbox=[566, 263, 744, 530]
horoscope-sign-text: ବ୍ୟବସାୟରେ ନୂଆ ଯୋଜନା ସଫଳ ହେବ। ଦାମ୍ପତ୍ୟ ଜୀବନ ସୁଖମୟ ରହିବ। ପୁରୁଣା ବନ୍ଧୁଙ୍କ ସହ ସାକ୍ଷାତ ହେବ। bbox=[1190, 1107, 1490, 1138]
horoscope-sign-name: ବୃଷ: bbox=[1190, 346, 1216, 362]
horoscope-sign-name: ମୀନ: bbox=[1190, 1866, 1219, 1882]
category-label-business: business bbox=[221, 1818, 339, 1847]
pradeep-photo-caption: ପ୍ରଦୀପ ସେଠୀ bbox=[820, 521, 882, 534]
classified-ad: 100% pain relief massage, refresh mind, body and soul. 9668374480. D-49105 bbox=[194, 1459, 366, 1539]
weather-source: ବିଶ୍ରା ସୋଲ୍ୟୁସନ୍ bbox=[1059, 2222, 1136, 2235]
horoscope-entry bbox=[1152, 1562, 1490, 1710]
weather-place: ବାରିପଦା bbox=[919, 1962, 986, 1979]
weather-max: ୩୪.୦ bbox=[985, 2047, 1058, 2064]
horoscope-sign-name: ମକର: bbox=[1190, 1562, 1228, 1578]
masthead bbox=[0, 0, 1500, 100]
memorial-left-photo bbox=[410, 1848, 540, 1998]
stethoscope-icon bbox=[226, 790, 336, 890]
third-body-1: ପାଖାପାଖି ଗୋଟିଏ ଲକ୍ଷ ଓଡ଼ିଆ ଲୋକ ବସବାସ କରୁଥିବା ଏହି ଅଞ୍ଚଳରେ ସରକାରୀ କାମ ତେଲୁଗୁ ଭାଷାରେ ହେଉଛି। ଓଡ଼ିଆ ପିଲାମାନେ ତେଲୁଗୁ ମାଧ୍ୟମରେ ପଢ଼ିବାକୁ ବାଧ୍ୟ ହେଉଛନ୍ତି। ଏହି ଗାଁଗୁଡ଼ିକରେ ଓଡ଼ିଆ ସ୍କୁଲ ନାହିଁ। ବହୁ ବର୍ଷ ଧରି ଲୋକମାନେ ଓଡ଼ିଆ ଶିକ୍ଷକ ଦାବି କରିଆସୁଛନ୍ତି। bbox=[382, 1371, 554, 1530]
weather-min: ୨୬.୦ bbox=[1059, 1928, 1136, 1945]
horoscope-sign-name: ସିଂହ: bbox=[1190, 802, 1217, 818]
lead-subhead: ମାମଲା ରୁଜୁ ହୋଇପାରେ bbox=[756, 262, 1136, 318]
weather-min: ୨୫.୦ bbox=[1059, 1945, 1136, 1962]
horoscope-sign-text: ନୂତନ କାର୍ଯ୍ୟ ଆରମ୍ଭ ପାଇଁ ଶୁଭ ସମୟ। ପରିବାରରେ ଶାନ୍ତି ରହିବ। ପ୍ରିୟଜନଙ୍କ ଠାରୁ ଉପହାର ମିଳିପାରେ। bbox=[1190, 651, 1490, 682]
category-label-automobile: automobile bbox=[18, 506, 170, 535]
weather-min: ୨୫.୦ bbox=[1059, 1860, 1136, 1877]
birthday-ad-place-2: ଗୁରୁଡ଼ିପାଟଣା, ଆଠଗଡ଼ bbox=[415, 711, 511, 724]
horoscope-entry bbox=[1152, 1410, 1490, 1558]
weather-min: ୨୫.୦ bbox=[1059, 1826, 1136, 1843]
birthday-ad-title-2: ଜନ୍ମଦିନ ଶୁଭେଚ୍ଛା bbox=[374, 584, 552, 605]
classified-ad: Booking open 3/4 BHK flat at Niladri Vihar. Contact: 9338812978, 06743011627. D-48930 bbox=[4, 1963, 184, 2043]
weather-row bbox=[919, 2098, 1136, 2115]
weather-row bbox=[919, 1979, 1136, 1996]
weather-min: ୨୫.୦ bbox=[1059, 2047, 1136, 2064]
weather-row bbox=[919, 1945, 1136, 1962]
classified-ad: Ready3BHK flat with modern amenities at Dumduma. Contact: 9337737185, 06743011627. D-48929 bbox=[4, 1861, 184, 1958]
sale-heading: SALE bbox=[72, 562, 116, 580]
birthday-ad-title: ପ୍ରଥମ ଜନ୍ମଦିନ ଶୁଭେଚ୍ଛା bbox=[374, 382, 552, 403]
ad-list-real-estate bbox=[4, 1061, 184, 2098]
memorial-title-text: ମନେ ପଡ଼ନ୍ତି bbox=[474, 1766, 652, 1806]
classified-ad: For godown or Factory at Patrapada, Bhubaneswar. Contact: 9437065242, 8895331898. D-48319 bbox=[4, 2360, 184, 2440]
classified-ad: Ayurvedic full body massage ladies and gents. 7853997488, 9778137131. D-48320 bbox=[194, 1612, 366, 1692]
weather-place: ଭୁବନେଶ୍ୱର bbox=[919, 1877, 986, 1894]
classified-ad: Two bedroom house ground floor Jagamara Chhak, Bhubaneswar. Contact: 9439463782. D-43279 bbox=[194, 391, 366, 471]
sale-heading-2: SALE bbox=[72, 1043, 116, 1061]
lead-body-3: ସୂଚନାଯୋଗ୍ୟ, ପ୍ରଦୀପଙ୍କ ବିରୋଧରେ ବିଭିନ୍ନ ଥାନାରେ ମାମଲା ରହିଛି। ଜେଲ ଭିତରେ ଆତ୍ମହତ୍ୟା ଉଦ୍ୟମ କରିବା ନେଇ ତାଙ୍କ ବିରୋଧରେ ନୂଆ ମାମଲା ରୁଜୁ ହୋଇପାରେ ବୋଲି ପୋଲିସ ସୂତ୍ରରୁ ଜଣାପଡ଼ିଛି। ଏ ନେଇ ଜେଲ ପ୍ରଶାସନ ପକ୍ଷରୁ ମହାନଗର ପୋଲିସକୁ ରିପୋର୍ଟ ପଠାଯାଇଛି। କମିଶନରେଟ୍ ପୋଲିସ ଏ ନେଇ ତଦନ୍ତ ଆରମ୍ଭ କରିଛି। bbox=[958, 331, 1136, 508]
classified-ad: 1742 sqft. patta plot at Raghunathpur, Bhubaneswar backside manitrumala, 23,00,000/-. 9439849277. D-48616 bbox=[4, 1623, 184, 1720]
registration-mark bbox=[90, 2302, 104, 2316]
gemini-icon bbox=[1152, 500, 1184, 532]
lead-body-2: ପ୍ରଦୀପ ପୂର୍ବରୁ କିଛି ଗୁରୁତର ମାମଲାରେ ଅଭିଯୁକ୍ତ ରହିଥିବାରୁ ତାଙ୍କ ଉପରେ ବିଶେଷ ନଜର ରଖାଯାଉଥିଲା। ଶନିବାର ରାତିରେ ସେ ନିଜ ସେଲରେ ଆତ୍ମହତ୍ୟା ଉଦ୍ୟମ କରିଥିଲେ। ସାଙ୍ଗେ ସାଙ୍ଗେ ତାଙ୍କୁ କ୍ୟାପିଟାଲ ହସ୍ପିଟାଲକୁ ନିଆଯାଇଥିଲା। ଚିକିତ୍ସା ପରେ ତାଙ୍କୁ ପୁଣି ଜେଲକୁ ଫେରାଇ ଅଣାଯାଇଛି। ଏହି ଘଟଣା ପରେ ଜେଲର ସମସ୍ତ ସେଲରେ ଖାନତଲାସି କରାଯାଇଛି। bbox=[756, 543, 946, 720]
weather-place: ବାଲେଶ୍ୱର bbox=[919, 1826, 986, 1843]
second-headline: ଖାସୁଆଙ୍କ ମୁଖ୍ୟ ସହଯୋଗୀ ୱାହିଦ୍ ଗିରଫ bbox=[459, 886, 1049, 927]
weather-row bbox=[919, 2030, 1136, 2047]
weather-row bbox=[919, 1996, 1136, 2013]
birthday-ad-box bbox=[372, 380, 554, 858]
weather-title: କେମିତି ରହିବ ଆଜିର ପାଗ bbox=[760, 1732, 1136, 1790]
